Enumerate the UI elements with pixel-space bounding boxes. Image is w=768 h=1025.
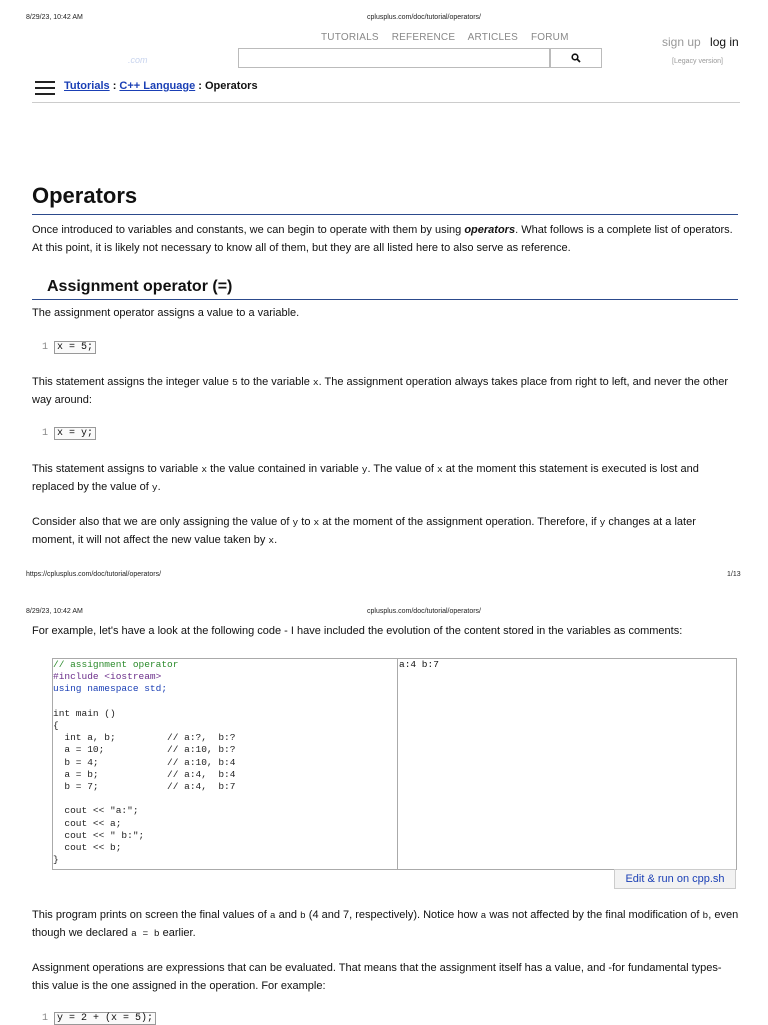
code-line: a = 10; // a:10, b:? bbox=[53, 744, 236, 756]
search-input[interactable] bbox=[238, 48, 550, 68]
edit-run-button[interactable]: Edit & run on cpp.sh bbox=[614, 869, 736, 889]
paragraph: This statement assigns the integer value 5 to the variable x. The assignment operation always takes place from right to left, and never the other way around: bbox=[32, 376, 729, 406]
search-button[interactable] bbox=[550, 48, 602, 68]
page-title: Operators bbox=[32, 183, 738, 215]
breadcrumb-cpp-language[interactable]: C++ Language bbox=[119, 80, 196, 92]
code-line: int main () bbox=[53, 707, 116, 719]
paragraph: This statement assigns to variable x the value contained in variable y. The value of x at the moment this statement is executed is lost and replaced by the value of y. bbox=[32, 463, 699, 493]
print-date: 8/29/23, 10:42 AM bbox=[26, 14, 83, 21]
code-line: x = y; bbox=[54, 427, 96, 440]
log-in-link[interactable]: log in bbox=[710, 35, 739, 49]
breadcrumb-tutorials[interactable]: Tutorials bbox=[64, 80, 110, 92]
code-line: // assignment operator bbox=[53, 659, 179, 670]
breadcrumb-separator: : bbox=[109, 80, 120, 92]
nav-forum[interactable]: FORUM bbox=[530, 32, 569, 43]
code-line: x = 5; bbox=[54, 341, 96, 354]
print-footer-url: https://cplusplus.com/doc/tutorial/operators/ bbox=[26, 571, 162, 578]
paragraph: Assignment operations are expressions that can be evaluated. That means that the assignment itself has a value, and -for fundamental types- this value is the one assigned in the operation. For example: bbox=[32, 962, 722, 992]
code-snippet: 1 x = y; bbox=[42, 428, 96, 439]
auth-links bbox=[662, 35, 739, 49]
code-line: #include <iostream> bbox=[53, 671, 162, 683]
top-nav bbox=[321, 32, 579, 43]
code-line: cout << " b:"; bbox=[53, 829, 145, 841]
example-intro: For example, let's have a look at the following code - I have included the evolution of the content stored in the variables as comments: bbox=[32, 625, 683, 637]
print-url: cplusplus.com/doc/tutorial/operators/ bbox=[367, 14, 481, 21]
print-page-number: 1/13 bbox=[727, 571, 741, 578]
section-heading-assignment: Assignment operator (=) bbox=[32, 278, 738, 300]
site-logo[interactable]: .com bbox=[128, 55, 148, 65]
nav-tutorials[interactable]: TUTORIALS bbox=[321, 32, 379, 43]
code-line: b = 4; // a:10, b:4 bbox=[53, 756, 236, 768]
search-icon bbox=[571, 49, 581, 66]
menu-icon[interactable] bbox=[35, 81, 55, 95]
assignment-description: The assignment operator assigns a value to a variable. bbox=[32, 307, 300, 319]
code-snippet: 1 x = 5; bbox=[42, 342, 96, 353]
code-line: cout << b; bbox=[53, 842, 122, 854]
code-line: b = 7; // a:4, b:7 bbox=[53, 781, 236, 793]
sign-up-link[interactable]: sign up bbox=[662, 35, 701, 49]
paragraph: Consider also that we are only assigning the value of y to x at the moment of the assignment operation. Therefore, if y changes at a later moment, it will not affect the new value taken by x. bbox=[32, 516, 696, 546]
breadcrumb-bar bbox=[32, 76, 740, 103]
code-line: y = 2 + (x = 5); bbox=[54, 1012, 156, 1025]
code-line: using namespace std; bbox=[53, 683, 168, 695]
nav-articles[interactable]: ARTICLES bbox=[467, 32, 518, 43]
code-line: } bbox=[53, 854, 59, 866]
print-date: 8/29/23, 10:42 AM bbox=[26, 608, 83, 615]
code-line: { bbox=[53, 720, 59, 732]
operators-emphasis: operators bbox=[464, 224, 516, 236]
code-line: cout << a; bbox=[53, 817, 122, 829]
breadcrumb bbox=[64, 80, 258, 92]
intro-paragraph: Once introduced to variables and constants, we can begin to operate with them by using operators. What follows is a complete list of operators. At this point, it is likely not necessary to know all of them, but they are all listed here to also serve as reference. bbox=[32, 224, 733, 254]
code-line: int a, b; // a:?, b:? bbox=[53, 732, 236, 744]
print-url: cplusplus.com/doc/tutorial/operators/ bbox=[367, 608, 481, 615]
code-editor[interactable] bbox=[52, 658, 398, 870]
paragraph: This program prints on screen the final values of a and b (4 and 7, respectively). Notice how a was not affected by the final modification of b, even though we declared a = b earlier. bbox=[32, 909, 739, 939]
nav-reference[interactable]: REFERENCE bbox=[391, 32, 456, 43]
output-panel: a:4 b:7 bbox=[397, 658, 737, 870]
code-snippet: 1 y = 2 + (x = 5); bbox=[42, 1013, 156, 1024]
code-line: cout << "a:"; bbox=[53, 805, 139, 817]
breadcrumb-current: Operators bbox=[205, 80, 258, 92]
legacy-version-link[interactable]: [Legacy version] bbox=[672, 58, 723, 65]
code-line: a = b; // a:4, b:4 bbox=[53, 768, 236, 780]
breadcrumb-separator: : bbox=[195, 80, 205, 92]
